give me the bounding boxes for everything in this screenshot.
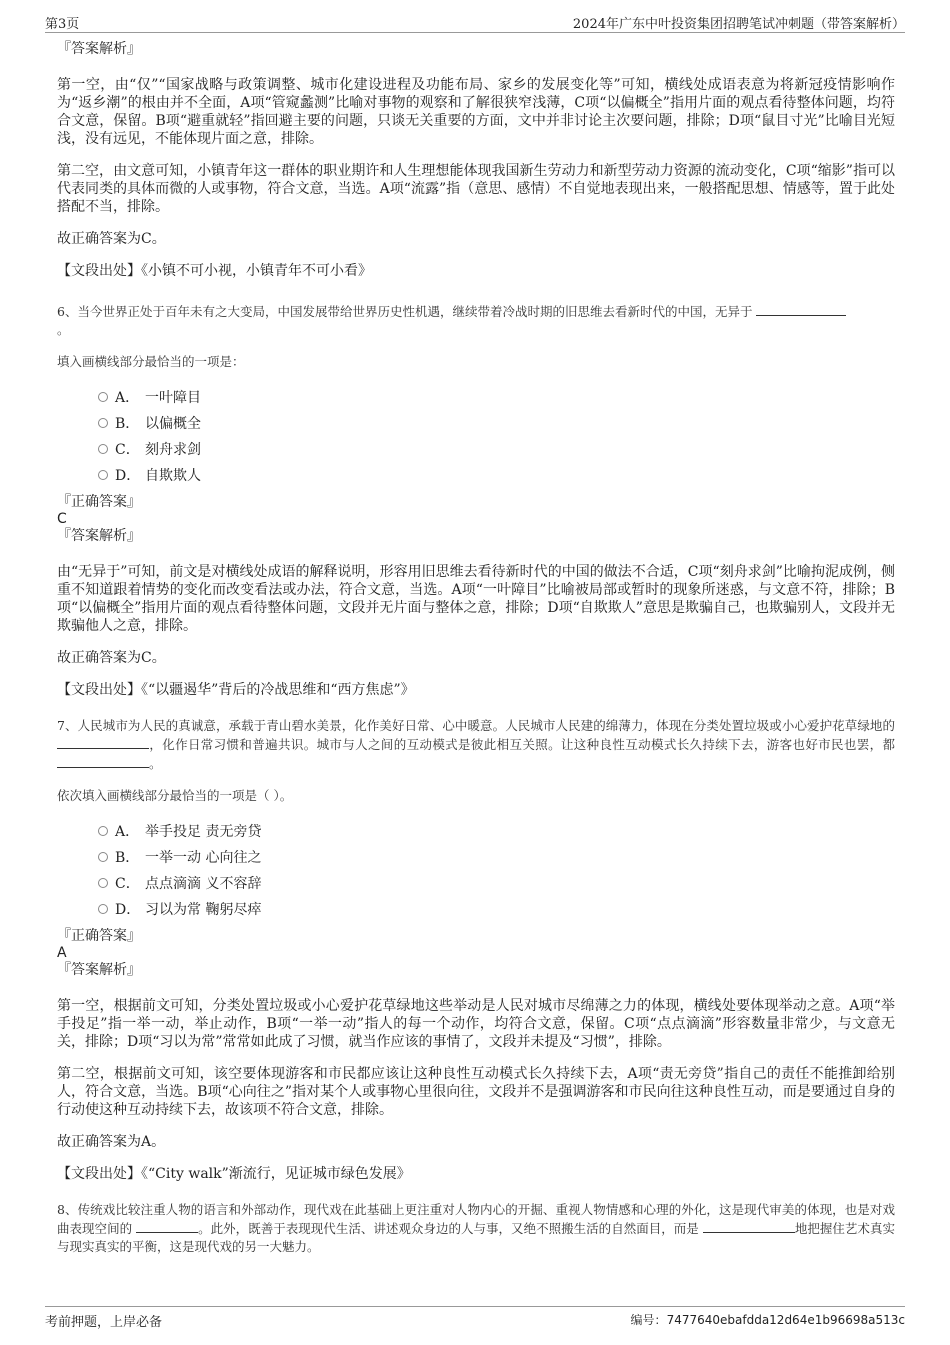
q6-correct-label: 『正确答案』 bbox=[57, 494, 141, 510]
page-header bbox=[45, 10, 905, 33]
q7-conclusion: 故正确答案为A。 bbox=[57, 1134, 166, 1150]
q8-blank-1 bbox=[136, 1219, 198, 1233]
radio-icon[interactable] bbox=[98, 444, 108, 454]
q6-option-d[interactable] bbox=[57, 463, 895, 489]
q7-analysis-para2: 第二空，根据前文可知，该空要体现游客和市民都应该让这种良性互动模式长久持续下去，A项“责无旁贷”指自己的责任不能推卸给别人，符合文意，当选。B项“心向往之”指对某个人或事物心里很向往，文段并不是强调游客和市民向往这种良性互动，而是要通过自身的行动使这种互动持续下去，故该项不符合文意，排除。 bbox=[57, 1066, 895, 1118]
q7-analysis-label: 『答案解析』 bbox=[57, 962, 141, 978]
q7-option-d[interactable] bbox=[57, 897, 895, 923]
page-number: 第3页 bbox=[45, 17, 80, 32]
q7-stem-text-2: ，化作日常习惯和普遍共识。城市与人之间的互动模式是彼此相互关照。让这种良性互动模式长久持续下去，游客也好市民也罢，都 bbox=[149, 737, 895, 752]
option-letter: B． bbox=[115, 416, 140, 432]
q6-option-b[interactable] bbox=[57, 411, 895, 437]
q8-stem-text-2: 。此外，既善于表现现代生活、讲述观众身边的人与事，又绝不照搬生活的自然面目，而是 bbox=[198, 1221, 699, 1236]
option-text: 习以为常 鞠躬尽瘁 bbox=[145, 902, 262, 918]
q6-stem-text: 6、当今世界正处于百年未有之大变局，中国发展带给世界历史性机遇，继续带着冷战时期的旧思维去看新时代的中国，无异于 bbox=[57, 304, 753, 319]
page-footer bbox=[45, 1306, 905, 1330]
document-body bbox=[57, 40, 895, 1256]
option-letter: A． bbox=[115, 824, 140, 840]
q6-stem bbox=[57, 302, 895, 339]
q7-option-b[interactable] bbox=[57, 845, 895, 871]
option-letter: D． bbox=[115, 902, 141, 918]
q8-stem-text-1: 8、传统戏比较注重人物的语言和外部动作，现代戏在此基础上更注重对人物内心的开掘、重视人物情感和心理的外化，这是现代审美的体现，也是对戏曲表现空间的 bbox=[57, 1202, 895, 1236]
q7-correct-answer: A bbox=[57, 945, 67, 961]
footer-slogan: 考前押题，上岸必备 bbox=[45, 1315, 163, 1330]
q7-source: 【文段出处】《“City walk”渐流行，见证城市绿色发展》 bbox=[57, 1166, 411, 1182]
code-label: 编号： bbox=[630, 1313, 667, 1327]
q6-analysis: 由“无异于”可知，前文是对横线处成语的解释说明，形容用旧思维去看待新时代的中国的做法不合适，C项“刻舟求剑”比喻拘泥成例，侧重不知道跟着情势的变化而改变看法或办法，符合文意，当选。A项“一叶障目”比喻被局部或暂时的现象所迷惑，与文意不符，排除；B项“以偏概全”指用片面的观点看待整体问题，文段并无片面与整体之意，排除；D项“自欺欺人”意思是欺骗自己，也欺骗别人，文段并无欺骗他人之意，排除。 bbox=[57, 564, 895, 634]
q5-analysis-para1: 第一空，由“仅”“国家战略与政策调整、城市化建设进程及功能布局、家乡的发展变化等”可知，横线处成语表意为将新冠疫情影响作为“返乡潮”的根由并不全面，A项“管窥蠡测”比喻对事物的观察和了解很狭窄浅薄，C项“以偏概全”指用片面的观点看待整体问题，均符合文意，保留。B项“避重就轻”指回避主要的问题，只谈无关重要的方面，文中并非讨论主次要问题，排除；D项“鼠目寸光”比喻目光短浅，没有远见，不能体现片面之意，排除。 bbox=[57, 77, 895, 147]
option-letter: B． bbox=[115, 850, 140, 866]
q7-analysis-para1: 第一空，根据前文可知，分类处置垃圾或小心爱护花草绿地这些举动是人民对城市尽绵薄之力的体现，横线处要体现举动之意。A项“举手投足”指一举一动，举止动作，B项“一举一动”指人的每一个动作，均符合文意，保留。C项“点点滴滴”形容数量非常少，与文意无关，排除；D项“习以为常”常常如此成了习惯，就当作应该的事情了，文段并未提及“习惯”，排除。 bbox=[57, 998, 895, 1050]
option-text: 点点滴滴 义不容辞 bbox=[145, 876, 262, 892]
radio-icon[interactable] bbox=[98, 904, 108, 914]
q7-option-a[interactable] bbox=[57, 819, 895, 845]
code-value: 7477640ebafdda12d64e1b96698a513c bbox=[666, 1313, 905, 1327]
q5-source: 【文段出处】《小镇不可小视，小镇青年不可小看》 bbox=[57, 263, 372, 279]
option-text: 一叶障目 bbox=[145, 390, 201, 406]
q7-stem bbox=[57, 717, 895, 773]
option-letter: D． bbox=[115, 468, 141, 484]
radio-icon[interactable] bbox=[98, 826, 108, 836]
document-code bbox=[631, 1311, 905, 1328]
q6-stem-end: 。 bbox=[57, 322, 70, 337]
option-letter: A． bbox=[115, 390, 140, 406]
q6-conclusion: 故正确答案为C。 bbox=[57, 650, 166, 666]
q5-conclusion: 故正确答案为C。 bbox=[57, 231, 166, 247]
q7-option-c[interactable] bbox=[57, 871, 895, 897]
q6-prompt: 填入画横线部分最恰当的一项是： bbox=[57, 354, 245, 369]
q8-blank-2 bbox=[703, 1219, 795, 1233]
option-text: 以偏概全 bbox=[145, 416, 201, 432]
q7-blank-1 bbox=[57, 735, 149, 749]
option-text: 刻舟求剑 bbox=[145, 442, 201, 458]
radio-icon[interactable] bbox=[98, 392, 108, 402]
q7-stem-text-1: 7、人民城市为人民的真诚意，承载于青山碧水美景，化作美好日常、心中暖意。人民城市人民建的绵薄力，体现在分类处置垃圾或小心爱护花草绿地的 bbox=[57, 718, 895, 733]
q5-analysis-label: 『答案解析』 bbox=[57, 41, 141, 57]
option-text: 一举一动 心向往之 bbox=[145, 850, 262, 866]
radio-icon[interactable] bbox=[98, 878, 108, 888]
q7-options bbox=[57, 819, 895, 923]
q6-option-a[interactable] bbox=[57, 385, 895, 411]
q5-analysis-para2: 第二空，由文意可知，小镇青年这一群体的职业期许和人生理想能体现我国新生劳动力和新型劳动力资源的流动变化，C项“缩影”指可以代表同类的具体而微的人或事物，符合文意，当选。A项“流露”指（意思、感情）不自觉地表现出来，一般搭配思想、情感等，置于此处搭配不当，排除。 bbox=[57, 163, 895, 215]
q6-correct-answer: C bbox=[57, 511, 67, 527]
q8-stem-end: 地把握住艺术真实与现实真实的平衡，这是现代戏的另一大魅力。 bbox=[57, 1221, 895, 1254]
document-title: 2024年广东中叶投资集团招聘笔试冲刺题（带答案解析） bbox=[572, 17, 905, 32]
q7-prompt: 依次填入画横线部分最恰当的一项是（ ）。 bbox=[57, 788, 293, 803]
option-text: 举手投足 责无旁贷 bbox=[145, 824, 262, 840]
option-letter: C． bbox=[115, 442, 140, 458]
q7-stem-end: 。 bbox=[149, 756, 162, 771]
q6-blank bbox=[756, 302, 846, 316]
option-letter: C． bbox=[115, 876, 140, 892]
q8-stem bbox=[57, 1201, 895, 1256]
radio-icon[interactable] bbox=[98, 852, 108, 862]
option-text: 自欺欺人 bbox=[145, 468, 201, 484]
q7-blank-2 bbox=[57, 754, 149, 768]
radio-icon[interactable] bbox=[98, 470, 108, 480]
q6-option-c[interactable] bbox=[57, 437, 895, 463]
q7-correct-label: 『正确答案』 bbox=[57, 928, 141, 944]
q6-analysis-label: 『答案解析』 bbox=[57, 528, 141, 544]
q6-options bbox=[57, 385, 895, 489]
q6-source: 【文段出处】《“以疆遏华”背后的冷战思维和“西方焦虑”》 bbox=[57, 682, 415, 698]
radio-icon[interactable] bbox=[98, 418, 108, 428]
